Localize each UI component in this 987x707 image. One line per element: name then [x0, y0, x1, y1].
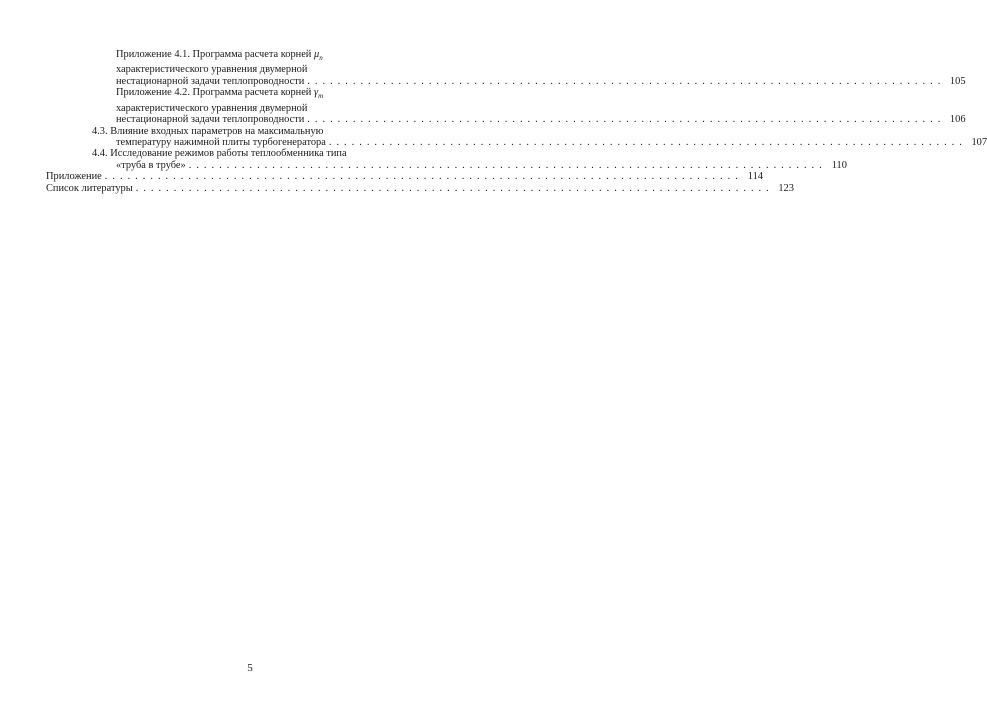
toc-page-number: 105: [949, 75, 966, 87]
toc-entry-title-line: 4.4. Исследование режимов работы теплообменника типа: [92, 148, 347, 160]
toc-entry-section-4-4[interactable]: [46, 148, 847, 171]
toc-entry-last-line: нестационарной задачи теплопроводности . . . . . . . . . . . . . . . . . . . . . . . . . . . . . . . . . . . . . . . . . . . . . . . . . . . . . . . . . . . . . . . . . . . . . . . . . . . . . . . . . . . . 106: [116, 114, 966, 126]
toc-page-number: 110: [831, 159, 847, 171]
toc-entry-title-line: характеристического уравнения двумерной: [116, 102, 308, 114]
toc-entry-last-line: Список литературы . . . . . . . . . . . . . . . . . . . . . . . . . . . . . . . . . . . . . . . . . . . . . . . . . . . . . . . . . . . . . . . . . . . . . . . . . . . . . . . . . . . . 123: [46, 182, 794, 194]
math-subscript: m: [318, 92, 324, 101]
toc-entry-title-line: Приложение 4.2. Программа расчета корней $\gamma_m$: [116, 87, 324, 101]
toc-entry-references[interactable]: [46, 182, 794, 194]
dot-leader: . . . . . . . . . . . . . . . . . . . . . . . . . . . . . . . . . . . . . . . . . . . . . . . . . . . . . . . . . . . . . . . . . . . . . . . . . . . . . . . . . . . .: [307, 114, 942, 126]
toc-entry-appendix-4-1[interactable]: [46, 49, 966, 87]
table-of-contents: [46, 49, 987, 194]
math-subscript: n: [319, 54, 323, 63]
toc-page-number: 107: [971, 137, 987, 148]
toc-entry-title-line: характеристического уравнения двумерной: [116, 64, 308, 76]
section-number: 4.4.: [92, 148, 108, 160]
toc-entry-title-line: Приложение 4.1. Программа расчета корней $\mu_n$: [116, 49, 323, 63]
section-number: 4.3.: [92, 125, 108, 137]
toc-entry-appendix[interactable]: [46, 171, 763, 183]
toc-entry-last-line: температуру нажимной плиты турбогенератора . . . . . . . . . . . . . . . . . . . . . . . . . . . . . . . . . . . . . . . . . . . . . . . . . . . . . . . . . . . . . . . . . . . . . . . . . . . . . . . . . . . . 107: [116, 137, 987, 148]
toc-entry-last-line: Приложение . . . . . . . . . . . . . . . . . . . . . . . . . . . . . . . . . . . . . . . . . . . . . . . . . . . . . . . . . . . . . . . . . . . . . . . . . . . . . . . . . . . . 114: [46, 171, 763, 183]
dot-leader: . . . . . . . . . . . . . . . . . . . . . . . . . . . . . . . . . . . . . . . . . . . . . . . . . . . . . . . . . . . . . . . . . . . . . . . . . . . . . . . . . . . .: [135, 182, 770, 194]
page-number: 5: [247, 662, 253, 674]
math-symbol: γ: [313, 87, 319, 99]
dot-leader: . . . . . . . . . . . . . . . . . . . . . . . . . . . . . . . . . . . . . . . . . . . . . . . . . . . . . . . . . . . . . . . . . . . . . . . . . . . . . . . . . . . .: [104, 171, 739, 183]
math-symbol: μ: [313, 49, 320, 60]
toc-entry-title-line: 4.3. Влияние входных параметров на максимальную: [92, 125, 324, 137]
dot-leader: . . . . . . . . . . . . . . . . . . . . . . . . . . . . . . . . . . . . . . . . . . . . . . . . . . . . . . . . . . . . . . . . . . . . . . . . . . . . . . . . . . . .: [328, 137, 964, 148]
toc-entry-section-4-3[interactable]: [46, 125, 987, 149]
toc-page-number: 114: [747, 171, 763, 183]
dot-leader: . . . . . . . . . . . . . . . . . . . . . . . . . . . . . . . . . . . . . . . . . . . . . . . . . . . . . . . . . . . . . . . . . . . . . . . . . . . . . . . . . . . .: [307, 75, 942, 87]
toc-entry-last-line: нестационарной задачи теплопроводности . . . . . . . . . . . . . . . . . . . . . . . . . . . . . . . . . . . . . . . . . . . . . . . . . . . . . . . . . . . . . . . . . . . . . . . . . . . . . . . . . . . . 105: [116, 75, 966, 87]
toc-entry-last-line: «труба в трубе» . . . . . . . . . . . . . . . . . . . . . . . . . . . . . . . . . . . . . . . . . . . . . . . . . . . . . . . . . . . . . . . . . . . . . . . . . . . . . . . . . . . . 110: [116, 159, 847, 171]
toc-page-number: 123: [778, 182, 794, 194]
dot-leader: . . . . . . . . . . . . . . . . . . . . . . . . . . . . . . . . . . . . . . . . . . . . . . . . . . . . . . . . . . . . . . . . . . . . . . . . . . . . . . . . . . . .: [188, 159, 823, 171]
toc-entry-appendix-4-2[interactable]: [46, 87, 966, 126]
toc-page-number: 106: [949, 114, 966, 126]
